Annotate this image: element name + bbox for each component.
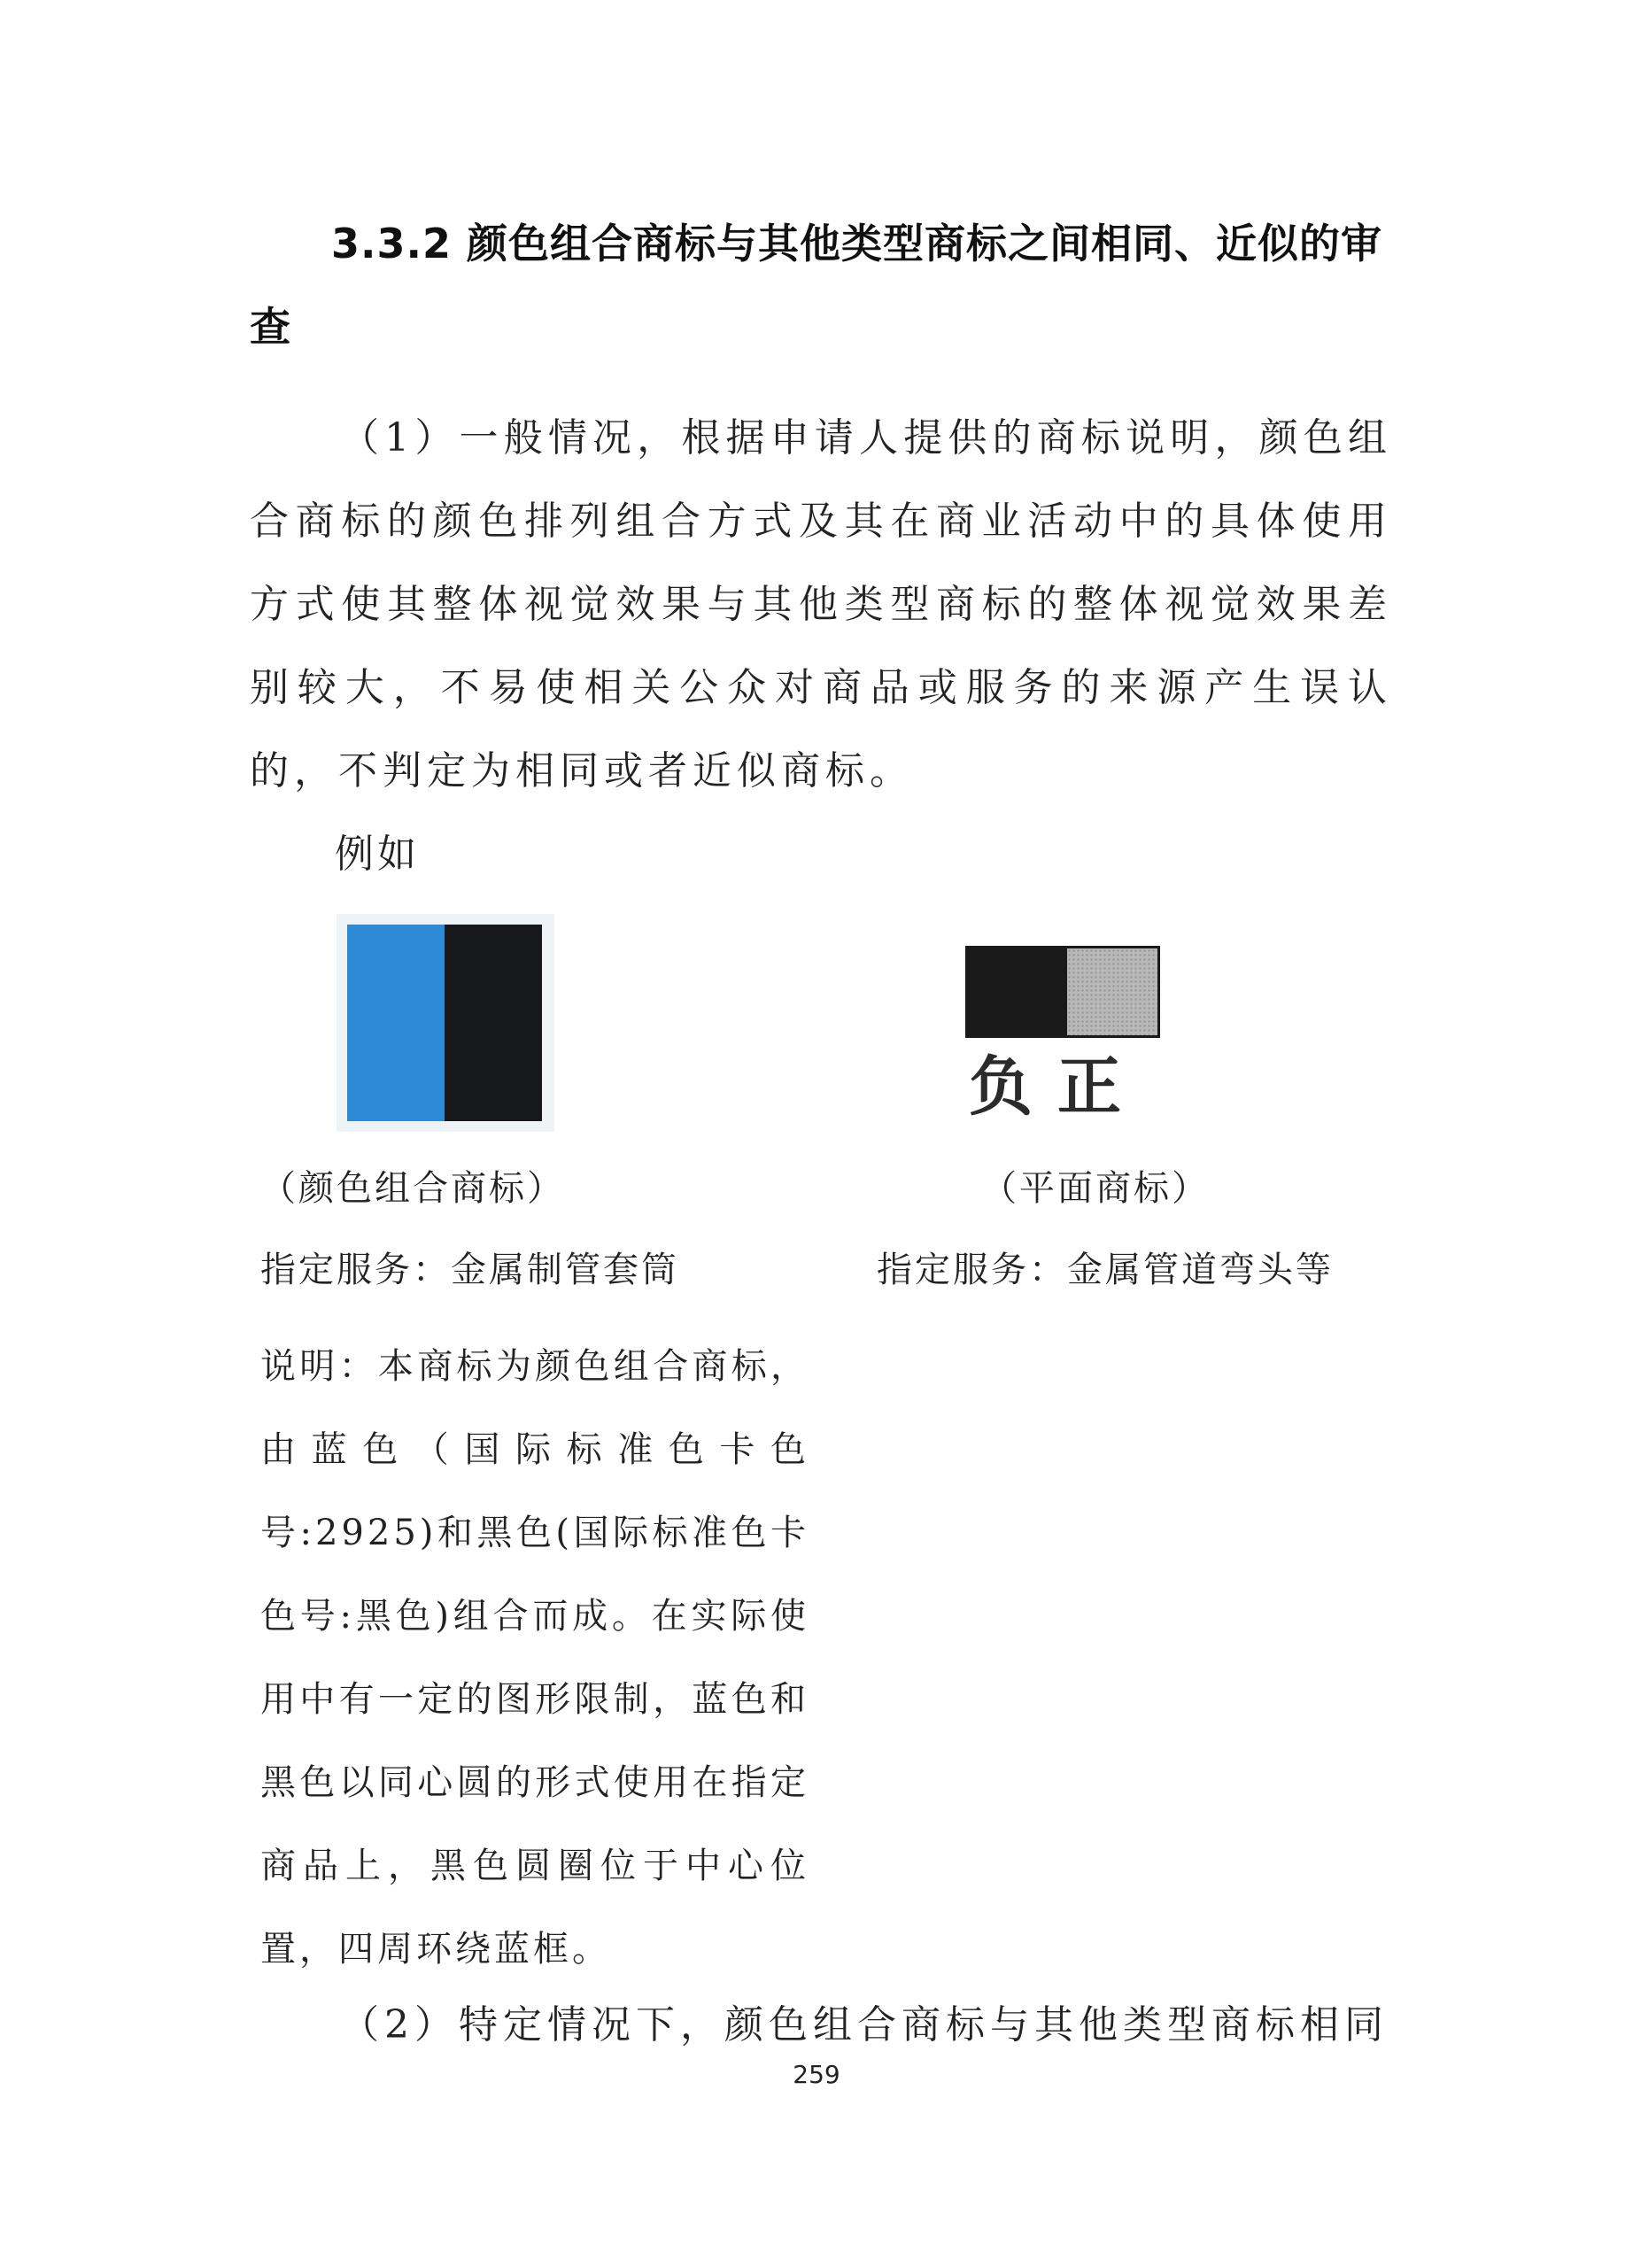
section-heading: 3.3.2 颜色组合商标与其他类型商标之间相同、近似的审查 [250, 220, 1382, 351]
gray-square-block [1064, 946, 1160, 1038]
black-color-block [445, 925, 542, 1121]
left-mark-caption: （颜色组合商标） [260, 1168, 565, 1209]
example-label: 例如 [335, 832, 420, 877]
blue-color-block [347, 925, 445, 1121]
right-mark-caption: （平面商标） [981, 1168, 1210, 1209]
left-designated-service: 指定服务：金属制管套筒 [260, 1250, 679, 1290]
mark-text: 负正 [969, 1049, 1147, 1124]
paragraph-general-case: （1）一般情况，根据申请人提供的商标说明，颜色组合商标的颜色排列组合方式及其在商业活动中的具体使用方式使其整体视觉效果与其他类型商标的整体视觉效果差别较大，不易使相关公众对商品或服务的来源产生误认的，不判定为相同或者近似商标。 [250, 415, 1392, 793]
left-mark-description: 说明：本商标为颜色组合商标，由蓝色（国际标准色卡色号:2925)和黑色(国际标准色卡色号:黑色)组合而成。在实际使用中有一定的图形限制，蓝色和黑色以同心圆的形式使用在指定商品上，黑色圆圈位于中心位置，四周环绕蓝框。 [260, 1346, 809, 1970]
page-number: 259 [793, 2060, 840, 2089]
color-combination-mark-image [337, 914, 554, 1132]
plane-mark-image [958, 940, 1162, 1135]
right-designated-service: 指定服务：金属管道弯头等 [877, 1250, 1334, 1290]
black-square-block [965, 946, 1064, 1038]
paragraph-special-case: （2）特定情况下，颜色组合商标与其他类型商标相同 [340, 2002, 1389, 2047]
